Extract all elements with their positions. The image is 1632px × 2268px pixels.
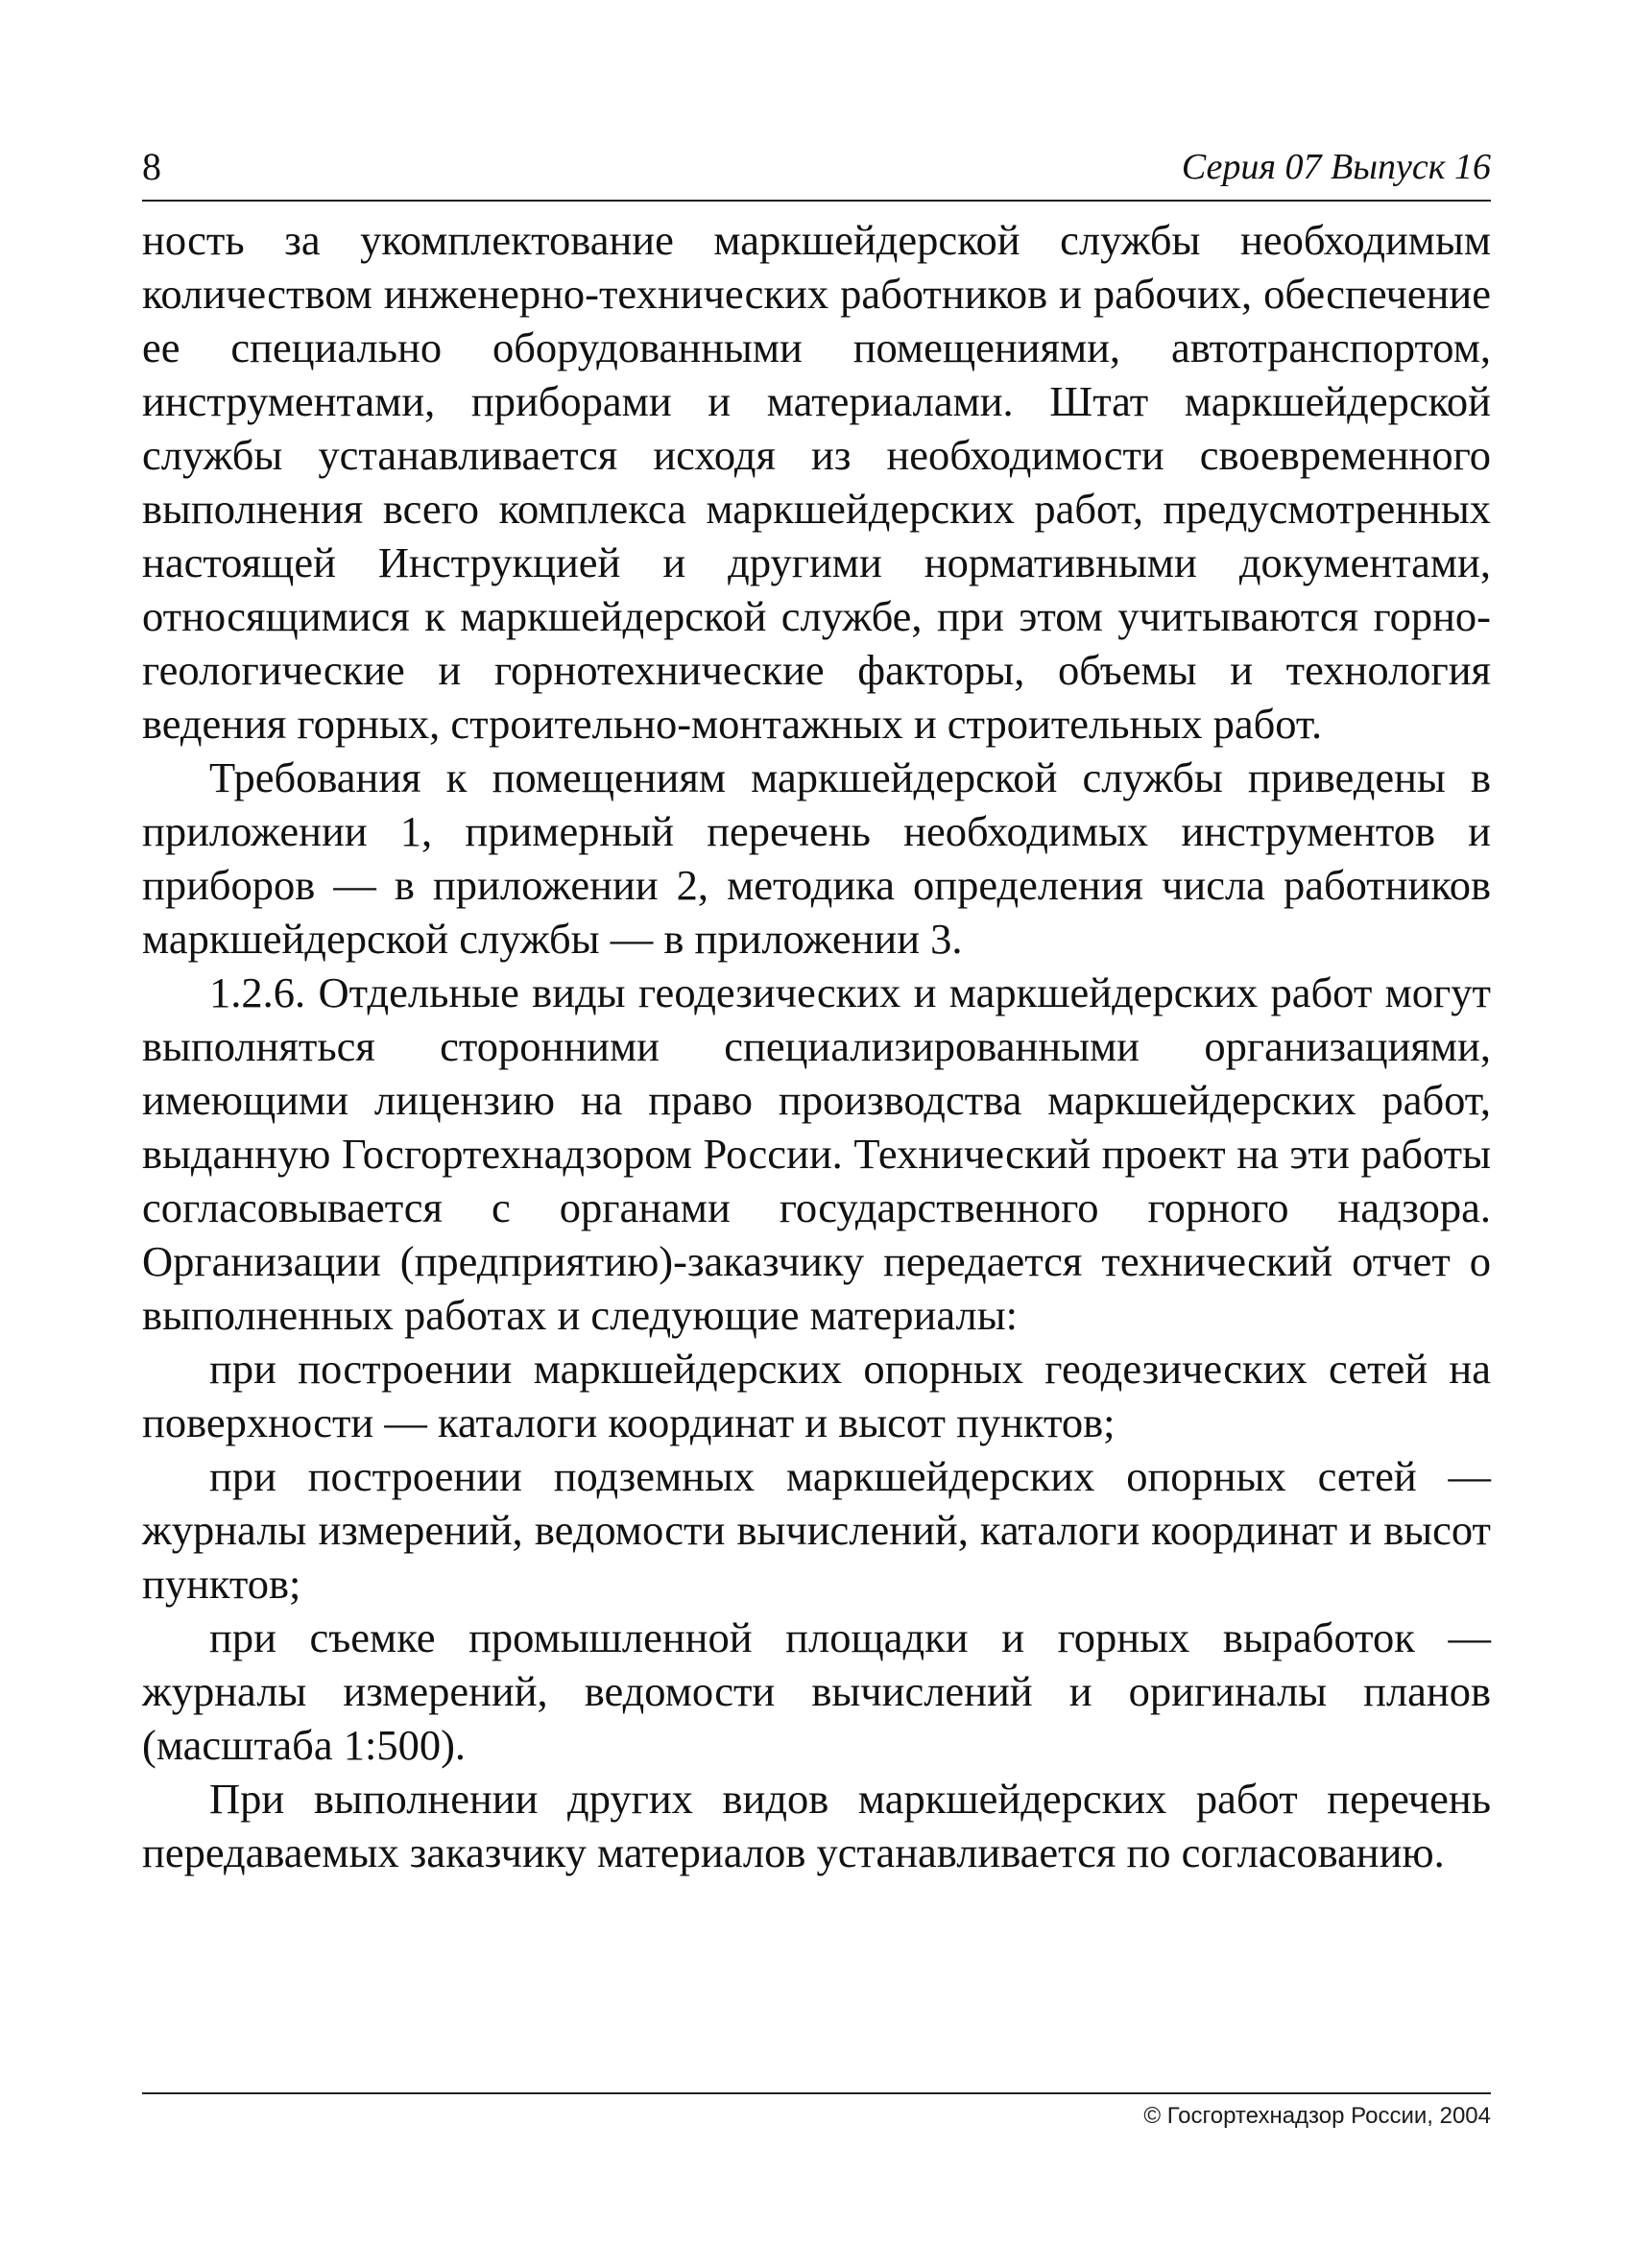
paragraph-continuation: ность за укомплектование маркшейдерской службы необходимым количеством инженерно-технических работников и рабочих, обеспечение ее специально оборудованными помещениями, автотранспортом, инструментами, приборами и материалами. Штат маркшейдерской службы устанавливается исходя из необходимости своевременного выполнения всего комплекса маркшейдерских работ, предусмотренных настоящей Инструкцией и другими нормативными документами, относящимися к маркшейдерской службе, при этом учитываются горно-геологические и горнотехнические факторы, объемы и технология ведения горных, строительно-монтажных и строительных работ.: [142, 216, 1491, 748]
page-number: 8: [142, 145, 161, 188]
paragraph-site-survey: при съемке промышленной площадки и горных выработок — журналы измерений, ведомости вычислений и оригиналы планов (масштаба 1:500).: [142, 1613, 1491, 1769]
paragraph-underground-networks: при построении подземных маркшейдерских опорных сетей — журналы измерений, ведомости вычислений, каталоги координат и высот пунктов;: [142, 1452, 1491, 1608]
paragraph-other-works: При выполнении других видов маркшейдерских работ перечень передаваемых заказчику материалов устанавливается по согласованию.: [142, 1775, 1491, 1876]
running-title: Серия 07 Выпуск 16: [1181, 147, 1491, 187]
paragraph-surface-networks: при построении маркшейдерских опорных геодезических сетей на поверхности — каталоги координат и высот пунктов;: [142, 1345, 1491, 1446]
paragraph-1-2-6: 1.2.6. Отдельные виды геодезических и маркшейдерских работ могут выполняться сторонними специализированными организациями, имеющими лицензию на право производства маркшейдерских работ, выданную Госгортехнадзором России. Технический проект на эти работы согласовывается с органами государственного горного надзора. Организации (предприятию)-заказчику передается технический отчет о выполненных работах и следующие материалы:: [142, 968, 1491, 1339]
body-text: [142, 213, 1491, 1879]
copyright-notice: © Госгортехнадзор России, 2004: [1143, 2103, 1491, 2129]
page-header: [142, 142, 1491, 202]
paragraph-requirements: Требования к помещениям маркшейдерской службы приведены в приложении 1, примерный перечень необходимых инструментов и приборов — в приложении 2, методика определения числа работников маркшейдерской службы — в приложении 3.: [142, 753, 1491, 963]
footer-divider: [142, 2092, 1491, 2094]
